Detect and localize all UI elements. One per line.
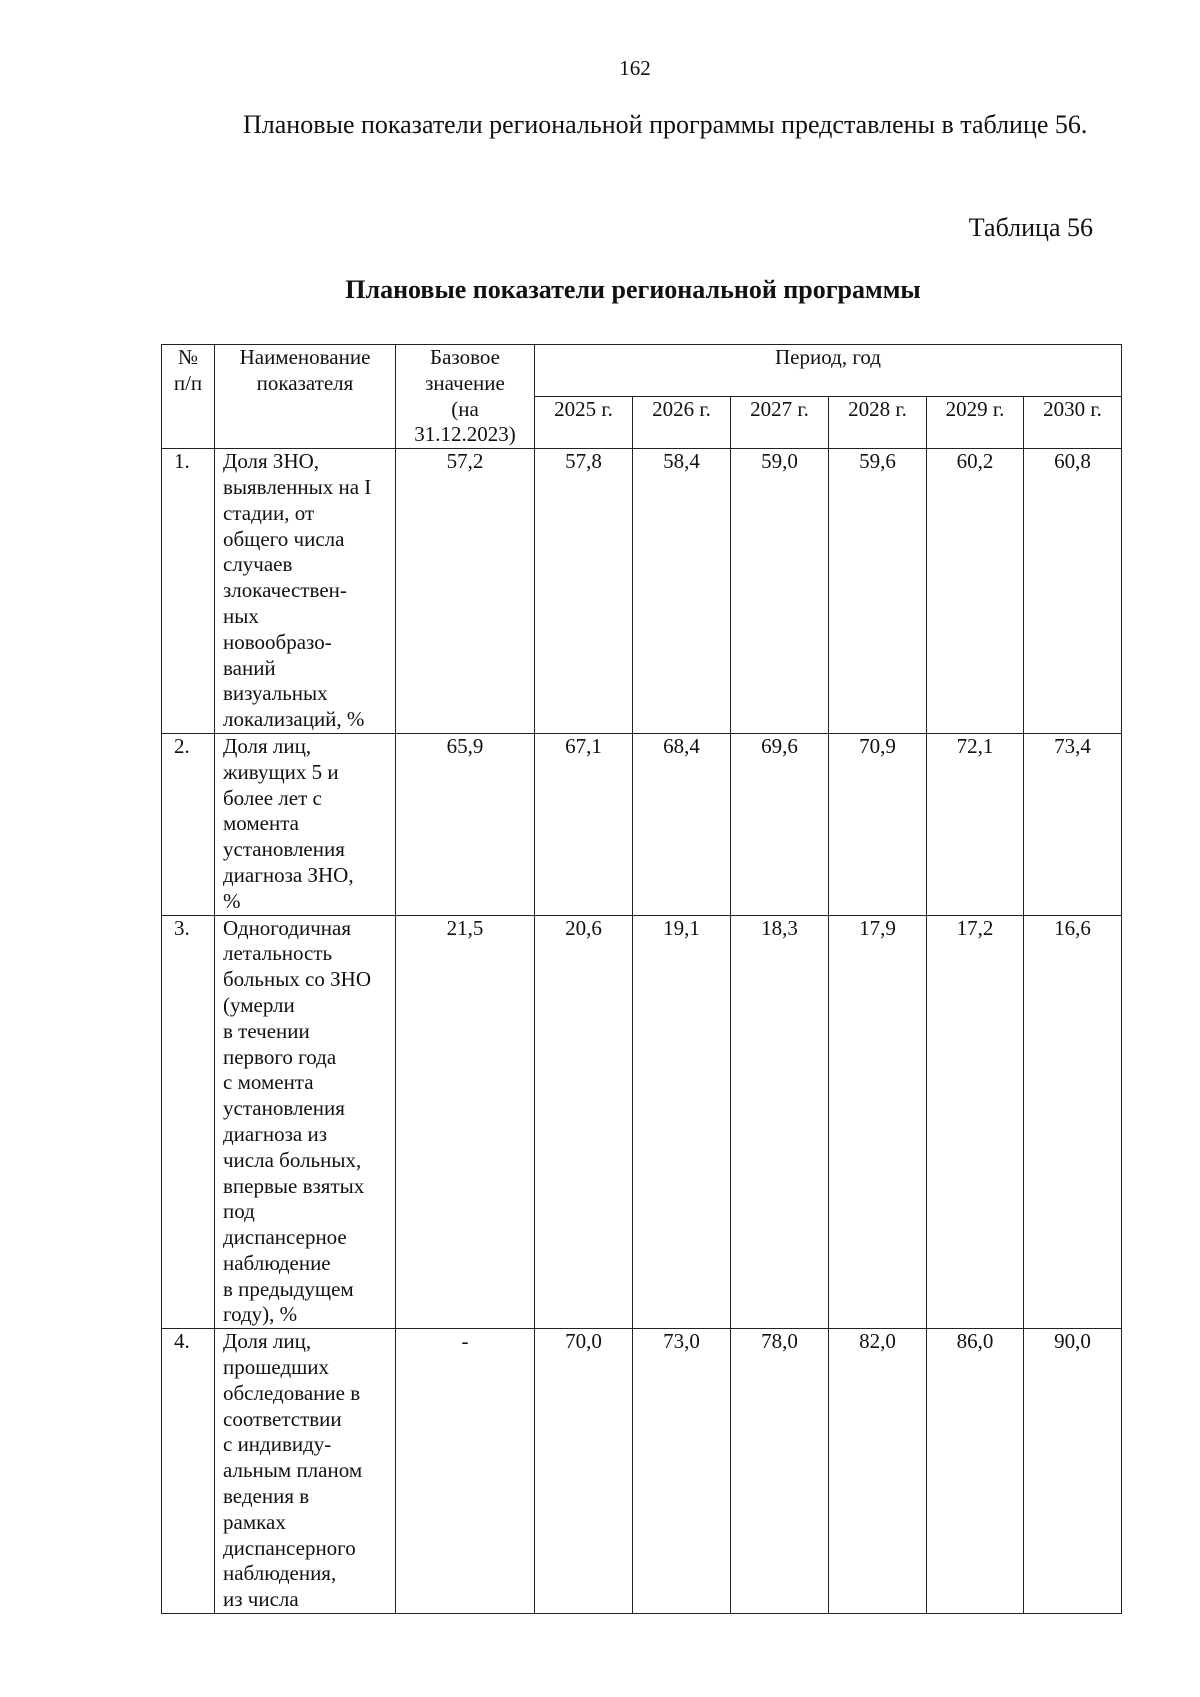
row-number: 2. — [162, 733, 215, 915]
indicator-name-line: ных — [223, 603, 259, 628]
indicator-name-line: Доля лиц, — [223, 1329, 312, 1354]
intro-paragraph: Плановые показатели региональной программы представлены в таблице 56. — [243, 110, 1088, 139]
header-name: Наименование показателя — [215, 345, 396, 449]
indicator-name-line: наблюдения, — [223, 1561, 337, 1586]
header-period: Период, год — [535, 345, 1122, 397]
year-value: 73,0 — [633, 1329, 731, 1614]
base-value: 21,5 — [396, 915, 535, 1329]
year-value: 60,8 — [1024, 449, 1122, 734]
row-number: 1. — [162, 449, 215, 734]
indicator-name-line: в течении — [223, 1018, 310, 1043]
indicator-name-line: установления — [223, 837, 345, 862]
year-value: 70,9 — [829, 733, 927, 915]
page-number: 162 — [619, 56, 651, 80]
indicator-name-line: из числа — [223, 1587, 299, 1612]
indicator-name-line: Доля лиц, — [223, 733, 312, 758]
year-value: 90,0 — [1024, 1329, 1122, 1614]
year-value: 16,6 — [1024, 915, 1122, 1329]
header-year: 2025 г. — [535, 397, 633, 449]
indicator-name-line: злокачествен- — [223, 578, 347, 603]
indicator-name-line: больных со ЗНО — [223, 967, 371, 992]
header-year: 2030 г. — [1024, 397, 1122, 449]
indicator-name-line: новообразо- — [223, 629, 332, 654]
year-value: 68,4 — [633, 733, 731, 915]
indicator-name-line: (умерли — [223, 992, 295, 1017]
indicator-name-line: ваний — [223, 655, 276, 680]
table-title: Плановые показатели региональной программы — [345, 275, 921, 304]
year-value: 72,1 — [927, 733, 1024, 915]
year-value: 60,2 — [927, 449, 1024, 734]
indicator-name — [215, 733, 396, 915]
indicator-name-line: Доля ЗНО, — [223, 449, 320, 474]
base-value: 57,2 — [396, 449, 535, 734]
indicator-name-line: диспансерного — [223, 1535, 356, 1560]
year-value: 67,1 — [535, 733, 633, 915]
year-value: 70,0 — [535, 1329, 633, 1614]
year-value: 58,4 — [633, 449, 731, 734]
year-value: 57,8 — [535, 449, 633, 734]
indicator-name-line: диагноза из — [223, 1121, 327, 1146]
year-value: 18,3 — [731, 915, 829, 1329]
indicator-name — [215, 449, 396, 734]
year-value: 17,2 — [927, 915, 1024, 1329]
year-value: 73,4 — [1024, 733, 1122, 915]
indicator-name-line: году), % — [223, 1302, 298, 1327]
indicator-name-line: впервые взятых — [223, 1173, 365, 1198]
row-number: 3. — [162, 915, 215, 1329]
year-value: 17,9 — [829, 915, 927, 1329]
indicator-name-line: альным планом — [223, 1458, 363, 1483]
year-value: 69,6 — [731, 733, 829, 915]
indicator-name — [215, 915, 396, 1329]
year-value: 59,0 — [731, 449, 829, 734]
indicator-name-line: числа больных, — [223, 1147, 362, 1172]
table-row — [162, 733, 1122, 915]
indicator-name-line: живущих 5 и — [223, 759, 339, 784]
row-number: 4. — [162, 1329, 215, 1614]
indicator-name-line: установления — [223, 1096, 345, 1121]
indicator-name-line: рамках — [223, 1509, 286, 1534]
indicator-name-line: стадии, от — [223, 500, 315, 525]
year-value: 19,1 — [633, 915, 731, 1329]
indicators-table — [161, 344, 1122, 1614]
table-row — [162, 915, 1122, 1329]
header-year: 2028 г. — [829, 397, 927, 449]
indicator-name-line: общего числа — [223, 526, 345, 551]
indicator-name-line: диагноза ЗНО, — [223, 862, 354, 887]
indicator-name-line: момента — [223, 811, 299, 836]
base-value: - — [396, 1329, 535, 1614]
table-row — [162, 449, 1122, 734]
indicator-name-line: диспансерное — [223, 1225, 347, 1250]
indicator-name-line: визуальных — [223, 681, 328, 706]
header-year: 2026 г. — [633, 397, 731, 449]
indicator-name-line: ведения в — [223, 1484, 310, 1509]
header-year: 2029 г. — [927, 397, 1024, 449]
year-value: 78,0 — [731, 1329, 829, 1614]
indicator-name-line: с момента — [223, 1070, 314, 1095]
header-year: 2027 г. — [731, 397, 829, 449]
indicator-name-line: под — [223, 1199, 255, 1224]
indicator-name — [215, 1329, 396, 1614]
indicator-name-line: летальность — [223, 941, 333, 966]
indicator-name-line: в предыдущем — [223, 1276, 354, 1301]
table-body — [162, 449, 1122, 1614]
indicator-name-line: более лет с — [223, 785, 322, 810]
indicator-name-line: прошедших — [223, 1355, 330, 1380]
year-value: 20,6 — [535, 915, 633, 1329]
year-value: 59,6 — [829, 449, 927, 734]
indicator-name-line: Одногодичная — [223, 915, 351, 940]
header-num: № п/п — [162, 345, 215, 449]
year-value: 82,0 — [829, 1329, 927, 1614]
indicator-name-line: обследование в — [223, 1380, 361, 1405]
base-value: 65,9 — [396, 733, 535, 915]
indicator-name-line: локализаций, % — [223, 707, 365, 732]
year-value: 86,0 — [927, 1329, 1024, 1614]
indicator-name-line: % — [223, 888, 241, 913]
header-base: Базовое значение (на 31.12.2023) — [396, 345, 535, 449]
table-row — [162, 1329, 1122, 1614]
indicator-name-line: первого года — [223, 1044, 337, 1069]
table-label: Таблица 56 — [968, 213, 1093, 242]
indicator-name-line: соответствии — [223, 1406, 342, 1431]
indicator-name-line: наблюдение — [223, 1250, 331, 1275]
indicator-name-line: выявленных на I — [223, 474, 372, 499]
indicator-name-line: с индивиду- — [223, 1432, 332, 1457]
indicator-name-line: случаев — [223, 552, 293, 577]
